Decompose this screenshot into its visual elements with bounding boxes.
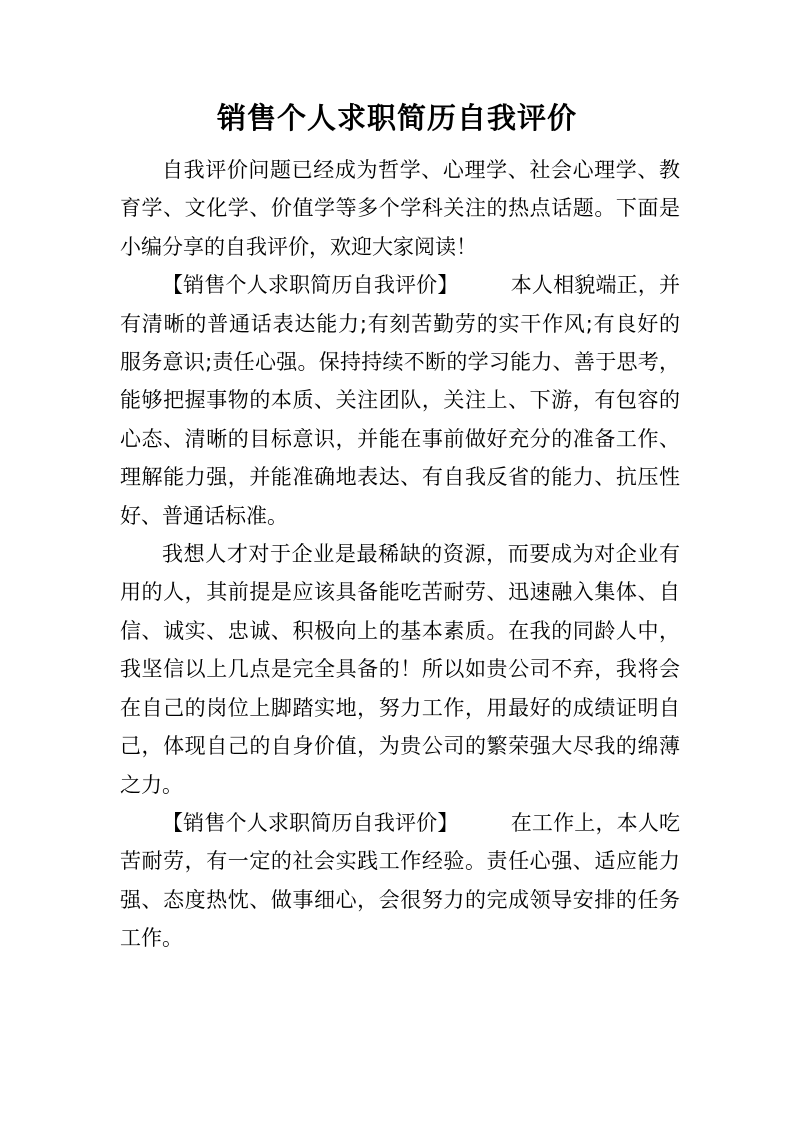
paragraph-text: 在工作上，本人吃苦耐劳，有一定的社会实践工作经验。责任心强、适应能力强、态度热忱、做事细心，会很努力的完成领导安排的任务工作。 (120, 810, 681, 951)
section-heading: 【销售个人求职简历自我评价】 (162, 810, 459, 835)
paragraph-text: 本人相貌端正，并有清晰的普通话表达能力;有刻苦勤劳的实干作风;有良好的服务意识;责任心强。保持持续不断的学习能力、善于思考，能够把握事物的本质、关注团队，关注上、下游，有包容的心态、清晰的目标意识，并能在事前做好充分的准备工作、理解能力强，并能准确地表达、有自我反省的能力、抗压性好、普通话标准。 (120, 273, 681, 528)
paragraph-evaluation-1 (120, 266, 680, 535)
paragraph-intro (120, 151, 680, 266)
paragraph-evaluation-2 (120, 804, 680, 958)
section-heading: 【销售个人求职简历自我评价】 (162, 273, 459, 298)
paragraph-talent (120, 535, 680, 804)
paragraph-text: 自我评价问题已经成为哲学、心理学、社会心理学、教育学、文化学、价值学等多个学科关注的热点话题。下面是小编分享的自我评价，欢迎大家阅读！ (120, 158, 680, 259)
paragraph-text: 我想人才对于企业是最稀缺的资源，而要成为对企业有用的人，其前提是应该具备能吃苦耐劳、迅速融入集体、自信、诚实、忠诚、积极向上的基本素质。在我的同龄人中，我坚信以上几点是完全具备的！所以如贵公司不弃，我将会在自己的岗位上脚踏实地，努力工作，用最好的成绩证明自己，体现自己的自身价值，为贵公司的繁荣强大尽我的绵薄之力。 (120, 542, 680, 797)
document-body (120, 151, 680, 958)
document-title: 销售个人求职简历自我评价 (216, 101, 577, 135)
